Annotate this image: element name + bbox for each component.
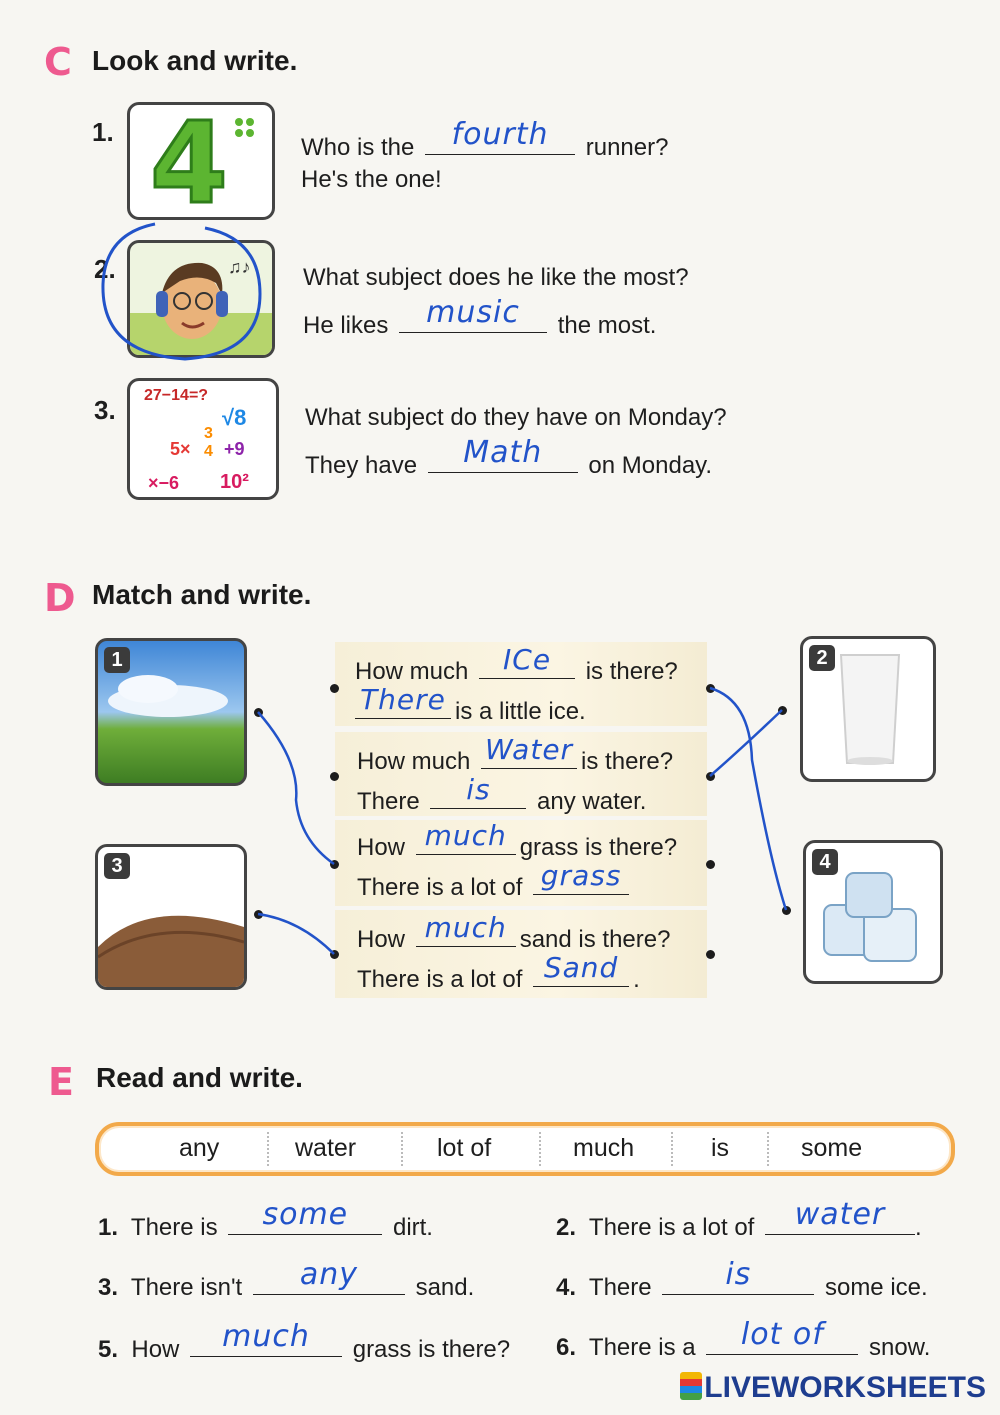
section-d-title: Match and write.: [92, 579, 312, 610]
e-item-1: 1. There is some dirt.: [98, 1197, 433, 1241]
c-item1-line2: He's the one!: [301, 166, 442, 193]
section-e-letter: E: [48, 1060, 74, 1104]
math-text-7: ×−6: [148, 473, 180, 493]
math-text-1: 27−14=?: [144, 387, 209, 404]
d-row1-blank2[interactable]: There: [355, 692, 451, 719]
e-item4-blank[interactable]: is: [662, 1268, 814, 1295]
c-item3-answer: Math: [463, 435, 543, 470]
e-item-3: 3. There isn't any sand.: [98, 1257, 475, 1301]
d-row4-blank1[interactable]: much: [416, 920, 516, 947]
word-bank: [95, 1122, 955, 1176]
word-bank-item: any: [179, 1134, 220, 1162]
c-item2-answer: music: [426, 295, 520, 330]
c-item1-answer: fourth: [451, 117, 549, 152]
word-bank-item: is: [711, 1134, 730, 1162]
c-item1-question: Who is the fourth runner?: [301, 117, 669, 161]
d-row2-blank2[interactable]: is: [430, 782, 526, 809]
logo-icon: [680, 1372, 702, 1400]
e-item-4: 4. There is some ice.: [556, 1257, 928, 1301]
e-item-5: 5. How much grass is there?: [98, 1319, 511, 1363]
d-row3-blank2[interactable]: grass: [533, 868, 629, 895]
e-item6-blank[interactable]: lot of: [706, 1328, 858, 1355]
c-item2-line2: He likes music the most.: [303, 295, 657, 339]
picture-2-number: 2: [809, 645, 835, 671]
match-strip-1: How much ICe is there? There is a little ice.: [335, 642, 707, 726]
match-strip-4: How much sand is there? There is a lot of Sand .: [335, 910, 707, 998]
match-strip-3: How much grass is there? There is a lot of grass: [335, 820, 707, 906]
c-item1-number: 1.: [92, 117, 114, 147]
e-item-2: 2. There is a lot of water .: [556, 1197, 922, 1241]
section-c-letter: C: [44, 40, 72, 84]
word-bank-item: much: [573, 1134, 635, 1162]
section-d-letter: D: [44, 576, 76, 620]
section-c-title: Look and write.: [92, 45, 298, 76]
e-item1-blank[interactable]: some: [228, 1208, 382, 1235]
c-item3-line2: They have Math on Monday.: [305, 435, 713, 479]
math-text-6: +9: [224, 439, 245, 459]
math-text-4: 3: [204, 425, 213, 442]
word-bank-item: some: [801, 1134, 863, 1162]
match-strip-2: How much Water is there? There is any water.: [335, 732, 707, 816]
section-e-title: Read and write.: [96, 1062, 303, 1093]
e-item-6: 6. There is a lot of snow.: [556, 1317, 931, 1361]
math-text-5: 4: [204, 443, 213, 460]
d-row4-blank2[interactable]: Sand: [533, 960, 629, 987]
c-item2-question: What subject does he like the most?: [303, 264, 689, 291]
math-text-2: √8: [222, 405, 247, 430]
number-four-glyph: 4: [150, 102, 228, 220]
svg-text:♫♪: ♫♪: [228, 257, 251, 277]
word-bank-item: lot of: [437, 1134, 492, 1162]
c-item3-number: 3.: [94, 395, 116, 425]
math-text-3: 5×: [170, 439, 191, 459]
math-text-8: 10²: [220, 471, 249, 493]
d-row1-blank1[interactable]: ICe: [479, 652, 575, 679]
picture-3-number: 3: [104, 853, 130, 879]
e-item2-blank[interactable]: water: [765, 1208, 915, 1235]
d-row2-blank1[interactable]: Water: [481, 742, 577, 769]
e-item5-blank[interactable]: much: [190, 1330, 342, 1357]
c-item3-question: What subject do they have on Monday?: [305, 404, 727, 431]
liveworksheets-logo: LIVEWORKSHEETS: [680, 1371, 986, 1405]
picture-1-number: 1: [104, 647, 130, 673]
picture-4-number: 4: [812, 849, 838, 875]
c-item2-number: 2.: [94, 254, 116, 284]
d-row3-blank1[interactable]: much: [416, 828, 516, 855]
word-bank-item: water: [295, 1134, 357, 1162]
e-item3-blank[interactable]: any: [253, 1268, 405, 1295]
